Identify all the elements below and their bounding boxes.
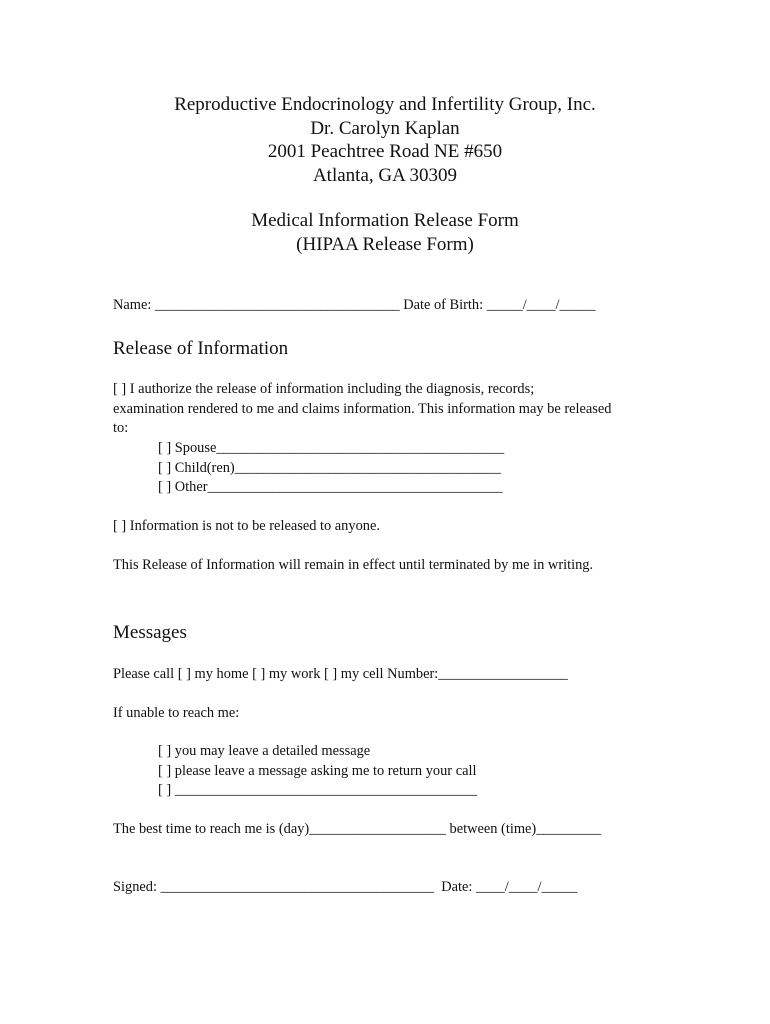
signature-line[interactable]: Signed: ______________________________________ Date: ____/____/_____ — [113, 879, 578, 895]
practice-header — [0, 93, 770, 187]
form-title: Medical Information Release Form — [251, 210, 519, 231]
recipient-children[interactable]: [ ] Child(ren)_____________________________________ — [158, 459, 501, 476]
release-heading: Release of Information — [113, 338, 289, 359]
unable-to-reach-label: If unable to reach me: — [113, 705, 240, 721]
best-time-line[interactable]: The best time to reach me is (day)___________________ between (time)_________ — [113, 821, 601, 837]
option-detailed-message[interactable]: [ ] you may leave a detailed message — [158, 743, 371, 759]
recipient-list — [158, 439, 698, 498]
form-subtitle: (HIPAA Release Form) — [296, 233, 474, 255]
authorize-paragraph — [113, 380, 653, 439]
recipient-other[interactable]: [ ] Other_________________________________________ — [158, 479, 503, 495]
call-preference-line[interactable]: Please call [ ] my home [ ] my work [ ] my cell Number:__________________ — [113, 666, 568, 682]
authorize-text-line: examination rendered to me and claims information. This information may be released — [113, 400, 612, 417]
street-address: 2001 Peachtree Road NE #650 — [267, 141, 503, 162]
organization-name: Reproductive Endocrinology and Infertility Group, Inc. — [174, 94, 596, 115]
recipient-spouse[interactable]: [ ] Spouse________________________________________ — [158, 440, 505, 456]
message-options — [158, 742, 698, 801]
not-released-option[interactable]: [ ] Information is not to be released to anyone. — [113, 518, 380, 534]
city-state-zip: Atlanta, GA 30309 — [312, 164, 458, 186]
doctor-name: Dr. Carolyn Kaplan — [310, 117, 460, 139]
authorize-text-line: to: — [113, 420, 129, 436]
name-dob-field[interactable]: Name: __________________________________ Date of Birth: _____/____/_____ — [113, 297, 596, 313]
messages-heading: Messages — [113, 622, 187, 643]
authorize-checkbox-line[interactable]: [ ] I authorize the release of information including the diagnosis, records; — [113, 381, 535, 397]
effect-statement: This Release of Information will remain in effect until terminated by me in writing. — [113, 557, 594, 573]
option-other[interactable]: [ ] __________________________________________ — [158, 782, 477, 798]
option-return-call[interactable]: [ ] please leave a message asking me to return your call — [158, 762, 477, 779]
form-title-block — [0, 209, 770, 256]
